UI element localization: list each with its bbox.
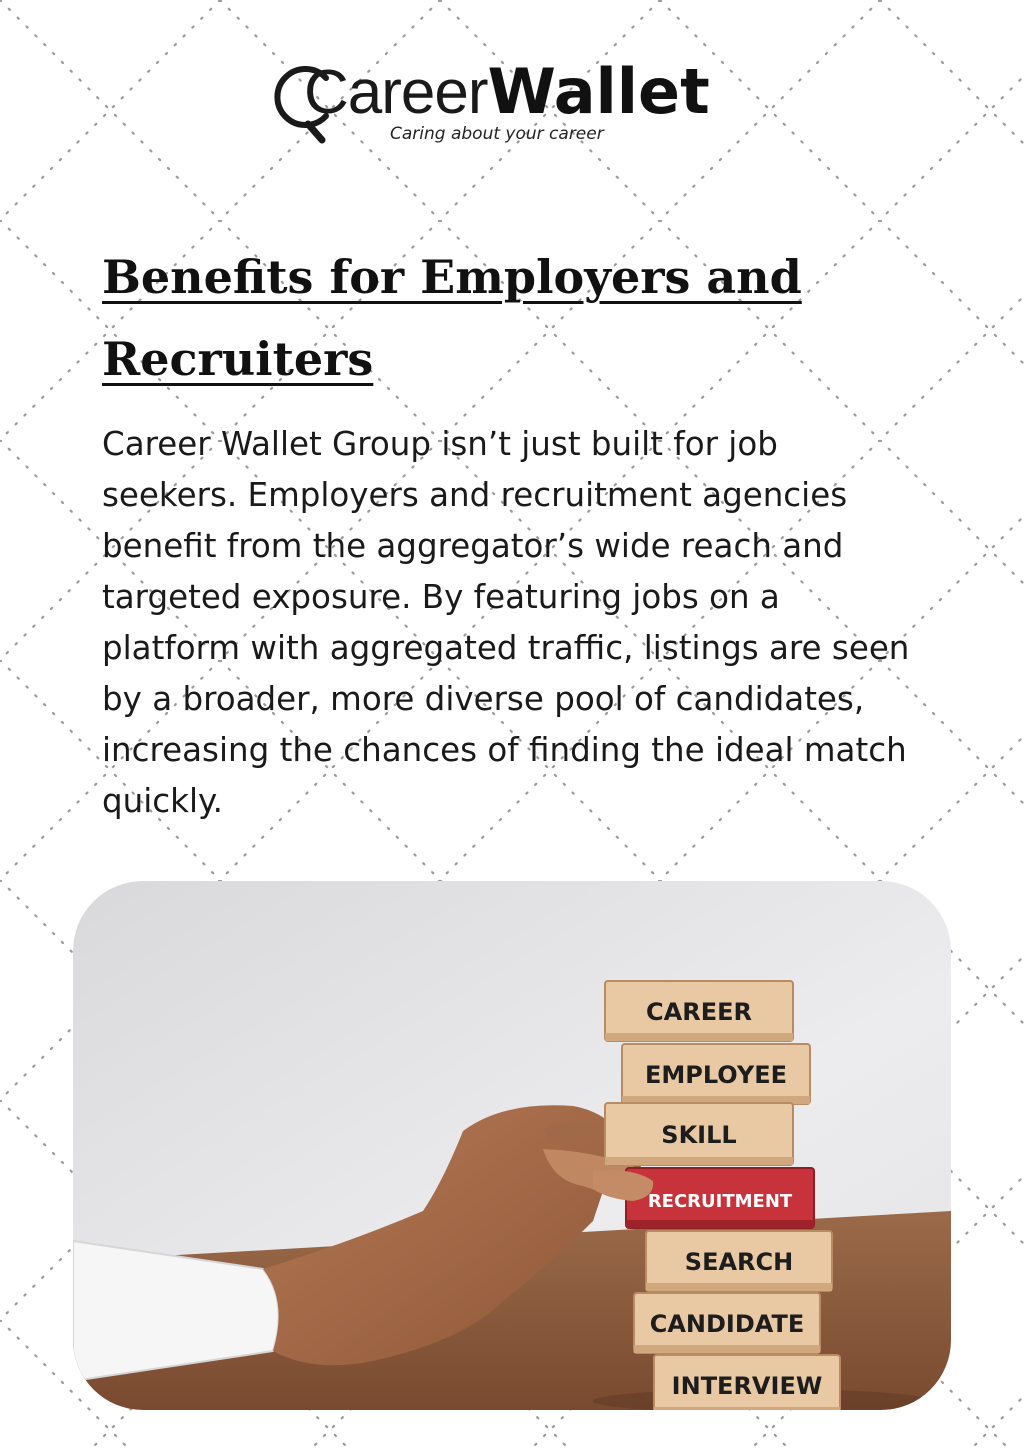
block-label: EMPLOYEE — [644, 1061, 788, 1089]
wood-block-skill — [605, 1103, 793, 1165]
blocks-photo — [73, 881, 951, 1410]
wood-block-recruitment — [626, 1168, 814, 1228]
article-body: Career Wallet Group isn’t just built for job seekers. Employers and recruitment agencies benefit from the aggregator’s wide reach and targeted exposure. By featuring jobs on a platform with aggregated traffic, listings are seen by a broader, more diverse pool of candidates, increasing the chances of finding the ideal match quickly. — [102, 425, 910, 820]
wood-block-career — [605, 981, 793, 1041]
block-label: SEARCH — [684, 1248, 794, 1276]
logo-wordmark — [268, 52, 710, 133]
logo-name-bold: Wallet — [487, 55, 710, 128]
wood-block-candidate — [634, 1293, 820, 1353]
wood-block-search — [646, 1231, 832, 1291]
brand-logo — [268, 52, 758, 152]
block-label: CAREER — [646, 998, 752, 1026]
block-label: RECRUITMENT — [647, 1191, 793, 1212]
logo-tagline: Caring about your career — [390, 124, 604, 144]
wood-block-employee — [622, 1044, 810, 1104]
article-heading: Benefits for Employers and Recruiters — [102, 250, 802, 386]
block-label: INTERVIEW — [671, 1372, 823, 1400]
block-label: SKILL — [661, 1121, 737, 1149]
wood-block-interview — [654, 1355, 840, 1410]
block-label: CANDIDATE — [649, 1310, 805, 1338]
logo-name-light: Career — [304, 58, 488, 127]
blocks-illustration — [73, 881, 951, 1410]
